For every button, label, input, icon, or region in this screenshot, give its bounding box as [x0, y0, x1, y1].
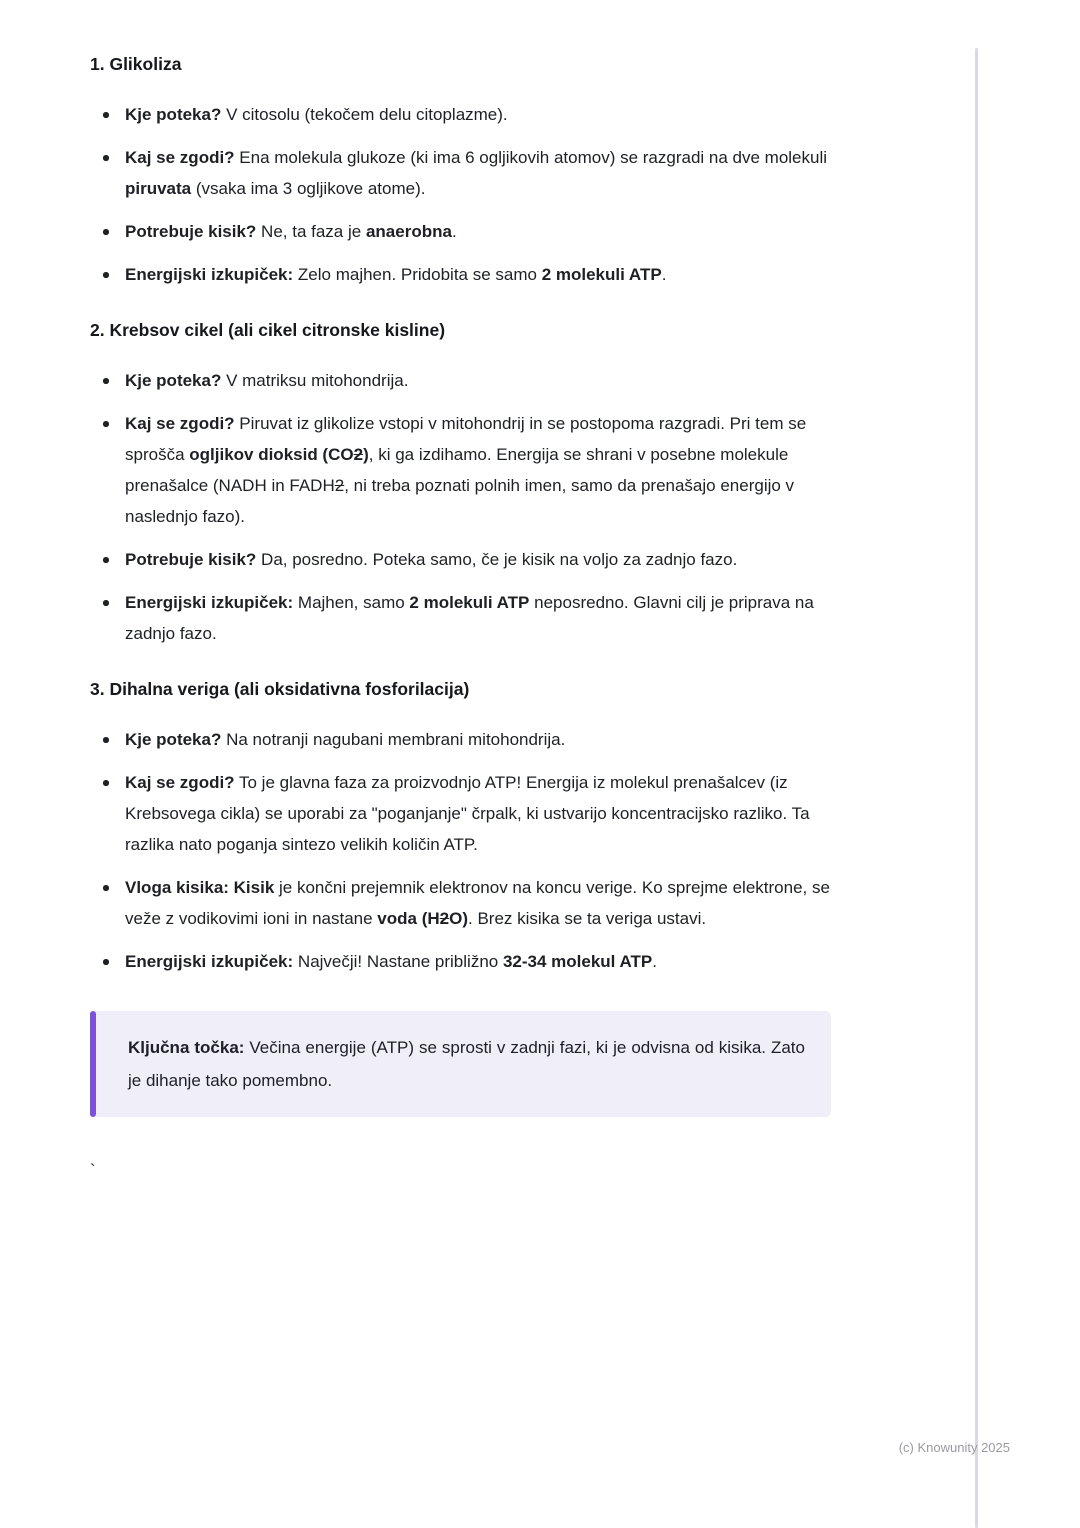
bullet-item — [90, 142, 831, 204]
bullet-dot-icon — [103, 959, 109, 965]
section-heading: 3. Dihalna veriga (ali oksidativna fosforilacija) — [90, 679, 470, 699]
bullet-item — [90, 408, 831, 532]
bullet-item — [90, 724, 831, 755]
bullet-text: Vloga kisika: Kisik je končni prejemnik elektronov na koncu verige. Ko sprejme elektrone, se veže z vodikovimi ioni in nastane voda (H2O). Brez kisika se ta veriga ustavi. — [125, 878, 830, 928]
bullet-dot-icon — [103, 112, 109, 118]
bullet-dot-icon — [103, 737, 109, 743]
bullet-text: Kaj se zgodi? Piruvat iz glikolize vstopi v mitohondrij in se postopoma razgradi. Pri tem se sprošča ogljikov dioksid (CO2), ki ga izdihamo. Energija se shrani v posebne molekule prenašalce (NADH in FADH2, ni treba poznati polnih imen, samo da prenašajo energijo v naslednjo fazo). — [125, 414, 807, 526]
bullet-item — [90, 365, 831, 396]
callout-text: Ključna točka: Večina energije (ATP) se sprosti v zadnji fazi, ki je odvisna od kisika. Zato je dihanje tako pomembno. — [128, 1038, 805, 1090]
callout-accent-bar — [90, 1011, 96, 1117]
section-dihalna-veriga — [90, 679, 831, 977]
bullet-text: Kje poteka? Na notranji nagubani membrani mitohondrija. — [125, 730, 566, 749]
footer-copyright: (c) Knowunity 2025 — [898, 1440, 1010, 1455]
bullet-dot-icon — [103, 557, 109, 563]
bullet-item — [90, 99, 831, 130]
bullet-text: Kaj se zgodi? To je glavna faza za proizvodnjo ATP! Energija iz molekul prenašalcev (iz Krebsovega cikla) se uporabi za "poganjanje" črpalk, ki ustvarijo koncentracijsko razliko. Ta razlika nato poganja sintezo velikih količin ATP. — [125, 773, 810, 854]
bullet-dot-icon — [103, 600, 109, 606]
bullet-text: Energijski izkupiček: Največji! Nastane približno 32-34 molekul ATP. — [125, 952, 657, 971]
section-glikoliza — [90, 54, 831, 290]
bullet-text: Energijski izkupiček: Majhen, samo 2 molekuli ATP neposredno. Glavni cilj je priprava na zadnjo fazo. — [125, 593, 814, 643]
bullet-item — [90, 259, 831, 290]
bullet-item — [90, 946, 831, 977]
bullet-text: Kaj se zgodi? Ena molekula glukoze (ki ima 6 ogljikovih atomov) se razgradi na dve molekuli piruvata (vsaka ima 3 ogljikove atome). — [125, 148, 828, 198]
bullet-text: Potrebuje kisik? Ne, ta faza je anaerobna. — [125, 222, 457, 241]
bullet-dot-icon — [103, 421, 109, 427]
bullet-dot-icon — [103, 229, 109, 235]
key-point-callout — [90, 1011, 831, 1117]
bullet-list — [90, 365, 831, 649]
bullet-list — [90, 99, 831, 290]
bullet-dot-icon — [103, 272, 109, 278]
bullet-dot-icon — [103, 780, 109, 786]
section-heading: 1. Glikoliza — [90, 54, 182, 74]
stray-backtick: ` — [90, 1161, 96, 1180]
bullet-item — [90, 544, 831, 575]
bullet-text: Potrebuje kisik? Da, posredno. Poteka samo, če je kisik na voljo za zadnjo fazo. — [125, 550, 738, 569]
bullet-text: Energijski izkupiček: Zelo majhen. Pridobita se samo 2 molekuli ATP. — [125, 265, 667, 284]
bullet-item — [90, 767, 831, 860]
section-heading: 2. Krebsov cikel (ali cikel citronske kisline) — [90, 320, 446, 340]
bullet-dot-icon — [103, 155, 109, 161]
section-krebsov-cikel — [90, 320, 831, 649]
bullet-dot-icon — [103, 885, 109, 891]
bullet-text: Kje poteka? V citosolu (tekočem delu citoplazme). — [125, 105, 508, 124]
bullet-item — [90, 587, 831, 649]
notes-content — [90, 46, 831, 1186]
bullet-item — [90, 216, 831, 247]
bullet-text: Kje poteka? V matriksu mitohondrija. — [125, 371, 409, 390]
bullet-dot-icon — [103, 378, 109, 384]
bullet-list — [90, 724, 831, 977]
scrollbar[interactable] — [975, 48, 978, 1528]
bullet-item — [90, 872, 831, 934]
